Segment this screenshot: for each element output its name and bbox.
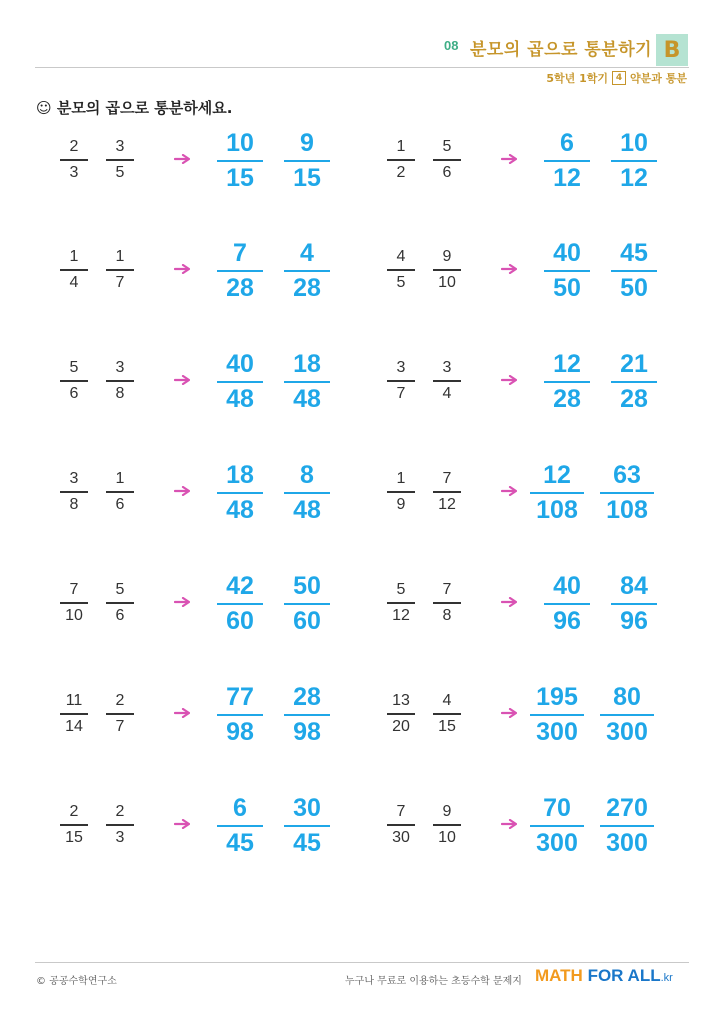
answer-fraction [606, 131, 662, 191]
arrow-right-icon [501, 708, 517, 718]
given-fraction [387, 139, 415, 181]
fraction-bar [433, 824, 461, 826]
denominator: 12 [392, 606, 410, 624]
copyright-text: © 공공수학연구소 [36, 976, 117, 987]
given-fraction [60, 249, 88, 291]
problem-item [60, 572, 380, 640]
numerator: 9 [442, 248, 452, 265]
given-fraction [106, 582, 134, 624]
problem-item [387, 350, 707, 418]
given-fraction [106, 360, 134, 402]
numerator: 50 [293, 572, 321, 600]
numerator: 3 [396, 359, 406, 376]
numerator: 4 [442, 692, 452, 709]
answer-fraction [212, 685, 268, 745]
fraction-bar [387, 602, 415, 604]
fraction-bar [217, 714, 263, 716]
given-fraction [433, 139, 461, 181]
denominator: 300 [536, 718, 578, 746]
denominator: 12 [553, 164, 581, 192]
numerator: 7 [442, 470, 452, 487]
answer-fraction [279, 131, 335, 191]
numerator: 10 [620, 129, 648, 157]
given-fraction [387, 804, 415, 846]
fraction-bar [611, 381, 657, 383]
answer-fraction [212, 574, 268, 634]
numerator: 7 [69, 581, 79, 598]
arrow-right-icon [174, 375, 190, 385]
given-fraction [433, 693, 461, 735]
given-fraction [433, 582, 461, 624]
denominator: 15 [438, 717, 456, 735]
numerator: 1 [396, 138, 406, 155]
denominator: 48 [226, 385, 254, 413]
fraction-bar [611, 270, 657, 272]
given-fraction [60, 360, 88, 402]
answer-fraction [539, 574, 595, 634]
answer-fraction [279, 241, 335, 301]
numerator: 40 [553, 572, 581, 600]
denominator: 15 [293, 164, 321, 192]
brand-kr: .kr [660, 972, 673, 984]
denominator: 300 [606, 829, 648, 857]
answer-fraction [529, 796, 585, 856]
numerator: 40 [226, 350, 254, 378]
fraction-bar [544, 381, 590, 383]
given-fraction [387, 249, 415, 291]
footer-tagline: 누구나 무료로 이용하는 초등수학 문제지 [345, 976, 522, 987]
answer-fraction [599, 796, 655, 856]
fraction-bar [284, 492, 330, 494]
numerator: 45 [620, 239, 648, 267]
denominator: 108 [606, 496, 648, 524]
fraction-bar [387, 380, 415, 382]
arrow-right-icon [174, 154, 190, 164]
problem-item [387, 461, 707, 529]
fraction-bar [284, 714, 330, 716]
fraction-bar [60, 824, 88, 826]
numerator: 3 [69, 470, 79, 487]
answer-fraction [279, 685, 335, 745]
given-fraction [60, 139, 88, 181]
worksheet-number: 08 [444, 38, 459, 53]
numerator: 28 [293, 683, 321, 711]
answer-fraction [279, 796, 335, 856]
problem-item [387, 572, 707, 640]
numerator: 5 [115, 581, 125, 598]
brand-forall: FOR ALL [582, 966, 661, 985]
numerator: 1 [396, 470, 406, 487]
answer-fraction [599, 685, 655, 745]
denominator: 10 [438, 273, 456, 291]
given-fraction [60, 471, 88, 513]
denominator: 14 [65, 717, 83, 735]
problem-item [387, 239, 707, 307]
fraction-bar [544, 270, 590, 272]
given-fraction [433, 471, 461, 513]
problem-item [387, 129, 707, 197]
fraction-bar [60, 602, 88, 604]
fraction-bar [106, 824, 134, 826]
arrow-right-icon [501, 154, 517, 164]
numerator: 30 [293, 794, 321, 822]
fraction-bar [433, 491, 461, 493]
denominator: 15 [65, 828, 83, 846]
arrow-right-icon [174, 264, 190, 274]
worksheet-title: 분모의 곱으로 통분하기 [470, 40, 653, 60]
given-fraction [433, 360, 461, 402]
fraction-bar [433, 159, 461, 161]
denominator: 48 [293, 496, 321, 524]
numerator: 13 [392, 692, 410, 709]
denominator: 48 [226, 496, 254, 524]
answer-fraction [606, 574, 662, 634]
fraction-bar [106, 380, 134, 382]
denominator: 300 [536, 829, 578, 857]
numerator: 1 [115, 470, 125, 487]
fraction-bar [284, 160, 330, 162]
unit-number-box: 4 [612, 71, 626, 85]
denominator: 10 [65, 606, 83, 624]
answer-fraction [529, 685, 585, 745]
denominator: 28 [226, 274, 254, 302]
given-fraction [387, 471, 415, 513]
fraction-bar [387, 159, 415, 161]
denominator: 98 [226, 718, 254, 746]
denominator: 50 [553, 274, 581, 302]
fraction-bar [544, 160, 590, 162]
denominator: 108 [536, 496, 578, 524]
arrow-right-icon [501, 264, 517, 274]
denominator: 300 [606, 718, 648, 746]
answer-fraction [529, 463, 585, 523]
arrow-right-icon [501, 597, 517, 607]
fraction-bar [106, 159, 134, 161]
denominator: 60 [293, 607, 321, 635]
numerator: 2 [115, 692, 125, 709]
denominator: 5 [115, 163, 125, 181]
answer-fraction [212, 241, 268, 301]
denominator: 45 [226, 829, 254, 857]
denominator: 6 [115, 495, 125, 513]
denominator: 2 [396, 163, 406, 181]
given-fraction [387, 693, 415, 735]
numerator: 84 [620, 572, 648, 600]
brand-math: MATH [535, 966, 583, 985]
fraction-bar [217, 603, 263, 605]
given-fraction [106, 249, 134, 291]
numerator: 3 [115, 359, 125, 376]
numerator: 8 [300, 461, 314, 489]
instruction-text: ☺ 분모의 곱으로 통분하세요. [36, 99, 233, 117]
fraction-bar [284, 270, 330, 272]
denominator: 8 [115, 384, 125, 402]
numerator: 7 [396, 803, 406, 820]
answer-fraction [212, 352, 268, 412]
denominator: 12 [620, 164, 648, 192]
fraction-bar [530, 492, 584, 494]
numerator: 12 [543, 461, 571, 489]
fraction-bar [433, 269, 461, 271]
denominator: 3 [69, 163, 79, 181]
numerator: 9 [300, 129, 314, 157]
numerator: 18 [293, 350, 321, 378]
numerator: 18 [226, 461, 254, 489]
answer-fraction [539, 131, 595, 191]
answer-fraction [212, 463, 268, 523]
answer-fraction [606, 352, 662, 412]
fraction-bar [217, 492, 263, 494]
denominator: 4 [442, 384, 452, 402]
denominator: 4 [69, 273, 79, 291]
numerator: 2 [115, 803, 125, 820]
fraction-bar [387, 713, 415, 715]
level-badge: B [656, 34, 688, 66]
numerator: 195 [536, 683, 578, 711]
problem-item [60, 794, 380, 862]
denominator: 96 [553, 607, 581, 635]
denominator: 48 [293, 385, 321, 413]
problem-item [60, 129, 380, 197]
problem-item [60, 461, 380, 529]
given-fraction [106, 471, 134, 513]
fraction-bar [433, 713, 461, 715]
given-fraction [60, 804, 88, 846]
given-fraction [106, 139, 134, 181]
problem-item [387, 794, 707, 862]
fraction-bar [530, 714, 584, 716]
arrow-right-icon [501, 486, 517, 496]
numerator: 7 [442, 581, 452, 598]
numerator: 42 [226, 572, 254, 600]
fraction-bar [600, 825, 654, 827]
numerator: 3 [115, 138, 125, 155]
numerator: 40 [553, 239, 581, 267]
given-fraction [60, 582, 88, 624]
footer-divider [35, 962, 689, 963]
denominator: 12 [438, 495, 456, 513]
numerator: 80 [613, 683, 641, 711]
problem-item [387, 683, 707, 751]
denominator: 6 [69, 384, 79, 402]
fraction-bar [60, 713, 88, 715]
arrow-right-icon [501, 819, 517, 829]
fraction-bar [60, 269, 88, 271]
given-fraction [106, 804, 134, 846]
fraction-bar [284, 825, 330, 827]
numerator: 5 [69, 359, 79, 376]
denominator: 6 [115, 606, 125, 624]
fraction-bar [217, 381, 263, 383]
numerator: 4 [396, 248, 406, 265]
given-fraction [106, 693, 134, 735]
denominator: 10 [438, 828, 456, 846]
answer-fraction [606, 241, 662, 301]
grade-label: 5학년 1학기 [546, 72, 609, 85]
denominator: 6 [442, 163, 452, 181]
denominator: 7 [396, 384, 406, 402]
denominator: 30 [392, 828, 410, 846]
brand-logo [535, 966, 673, 986]
fraction-bar [217, 270, 263, 272]
denominator: 28 [293, 274, 321, 302]
arrow-right-icon [501, 375, 517, 385]
denominator: 60 [226, 607, 254, 635]
fraction-bar [106, 602, 134, 604]
numerator: 1 [115, 248, 125, 265]
arrow-right-icon [174, 708, 190, 718]
fraction-bar [217, 160, 263, 162]
problem-item [60, 350, 380, 418]
denominator: 20 [392, 717, 410, 735]
given-fraction [387, 582, 415, 624]
denominator: 9 [396, 495, 406, 513]
numerator: 10 [226, 129, 254, 157]
numerator: 1 [69, 248, 79, 265]
denominator: 45 [293, 829, 321, 857]
problem-item [60, 239, 380, 307]
numerator: 5 [396, 581, 406, 598]
fraction-bar [600, 714, 654, 716]
denominator: 98 [293, 718, 321, 746]
answer-fraction [599, 463, 655, 523]
answer-fraction [212, 131, 268, 191]
numerator: 9 [442, 803, 452, 820]
fraction-bar [217, 825, 263, 827]
denominator: 28 [620, 385, 648, 413]
numerator: 5 [442, 138, 452, 155]
fraction-bar [60, 159, 88, 161]
given-fraction [433, 804, 461, 846]
denominator: 7 [115, 717, 125, 735]
denominator: 50 [620, 274, 648, 302]
fraction-bar [433, 602, 461, 604]
numerator: 21 [620, 350, 648, 378]
numerator: 6 [233, 794, 247, 822]
given-fraction [387, 360, 415, 402]
fraction-bar [387, 824, 415, 826]
denominator: 7 [115, 273, 125, 291]
fraction-bar [387, 491, 415, 493]
numerator: 11 [65, 692, 83, 709]
numerator: 7 [233, 239, 247, 267]
arrow-right-icon [174, 597, 190, 607]
answer-fraction [539, 352, 595, 412]
fraction-bar [611, 603, 657, 605]
fraction-bar [284, 603, 330, 605]
fraction-bar [433, 380, 461, 382]
denominator: 8 [442, 606, 452, 624]
fraction-bar [106, 713, 134, 715]
answer-fraction [279, 463, 335, 523]
fraction-bar [530, 825, 584, 827]
fraction-bar [387, 269, 415, 271]
answer-fraction [539, 241, 595, 301]
denominator: 3 [115, 828, 125, 846]
answer-fraction [279, 574, 335, 634]
fraction-bar [600, 492, 654, 494]
fraction-bar [60, 380, 88, 382]
numerator: 3 [442, 359, 452, 376]
answer-fraction [279, 352, 335, 412]
answer-fraction [212, 796, 268, 856]
numerator: 70 [543, 794, 571, 822]
numerator: 12 [553, 350, 581, 378]
denominator: 8 [69, 495, 79, 513]
denominator: 5 [396, 273, 406, 291]
fraction-bar [106, 491, 134, 493]
fraction-bar [544, 603, 590, 605]
fraction-bar [106, 269, 134, 271]
fraction-bar [284, 381, 330, 383]
arrow-right-icon [174, 486, 190, 496]
arrow-right-icon [174, 819, 190, 829]
denominator: 96 [620, 607, 648, 635]
problem-item [60, 683, 380, 751]
denominator: 28 [553, 385, 581, 413]
numerator: 2 [69, 803, 79, 820]
denominator: 15 [226, 164, 254, 192]
fraction-bar [60, 491, 88, 493]
numerator: 4 [300, 239, 314, 267]
numerator: 63 [613, 461, 641, 489]
given-fraction [60, 693, 88, 735]
given-fraction [433, 249, 461, 291]
unit-label: 약분과 통분 [630, 72, 687, 85]
fraction-bar [611, 160, 657, 162]
numerator: 77 [226, 683, 254, 711]
numerator: 6 [560, 129, 574, 157]
numerator: 2 [69, 138, 79, 155]
numerator: 270 [606, 794, 648, 822]
